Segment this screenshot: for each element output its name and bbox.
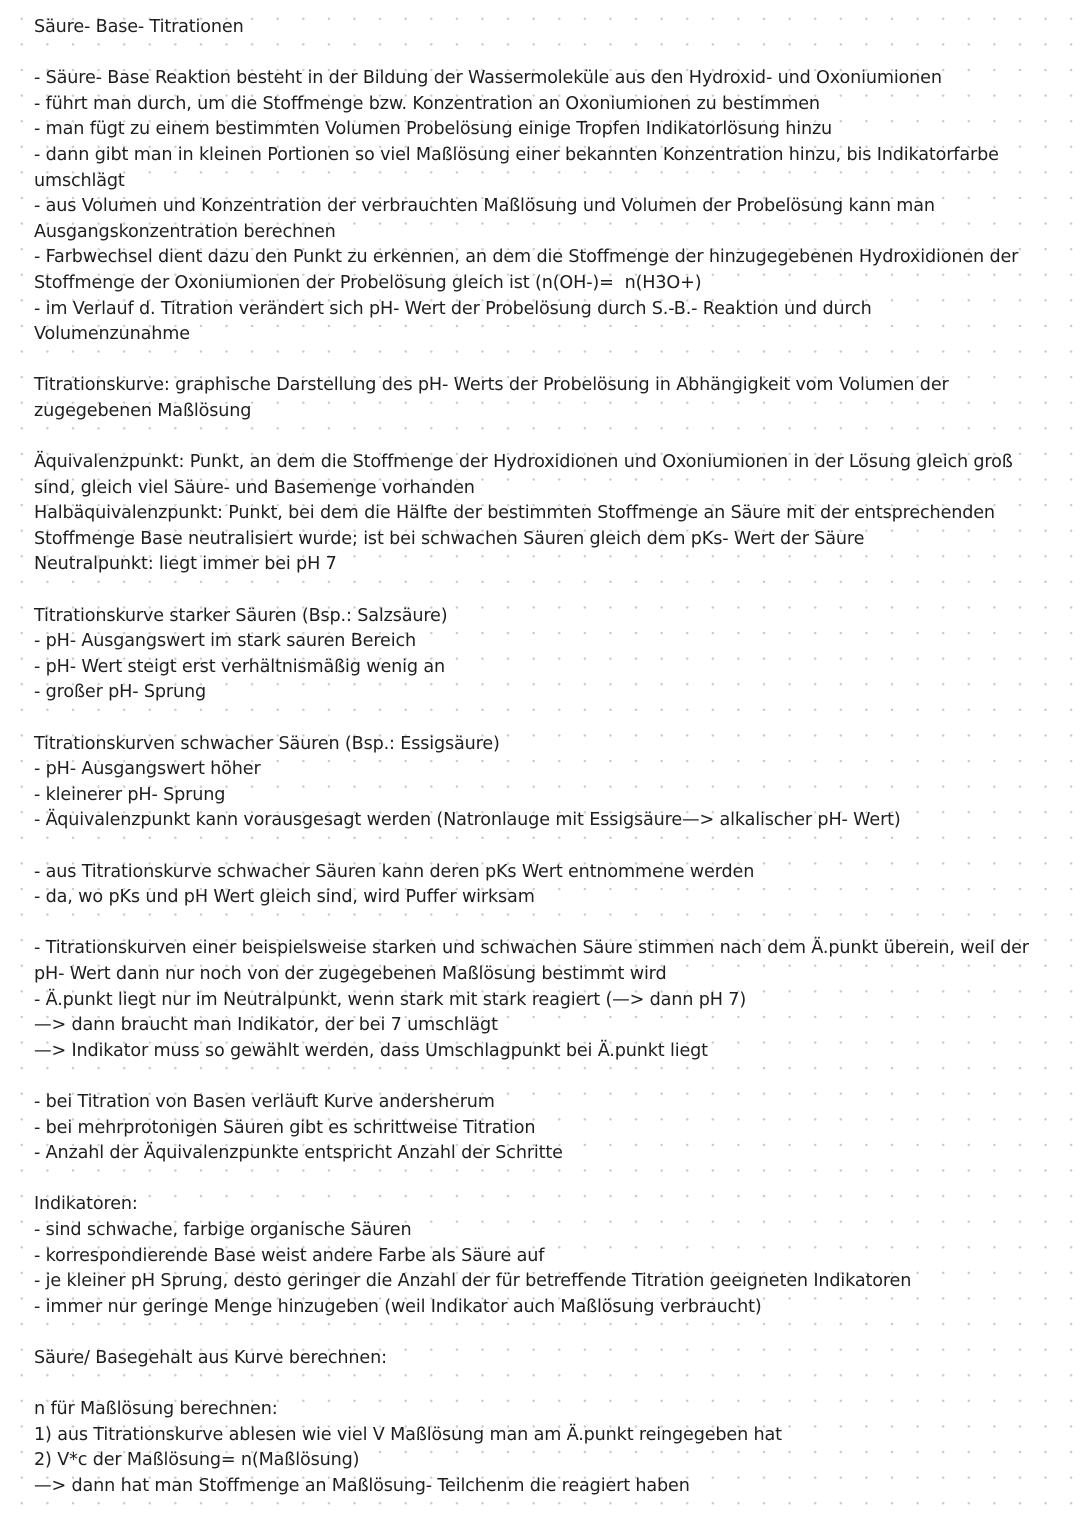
blank-line bbox=[34, 41, 1044, 67]
block-titrationskurve bbox=[34, 373, 1044, 424]
blank-line bbox=[34, 1371, 1044, 1397]
text-line: pH- Wert dann nur noch von der zugegebenen Maßlösung bestimmt wird bbox=[34, 963, 667, 984]
blank-line bbox=[34, 348, 1044, 374]
text-line: - bei Titration von Basen verläuft Kurve andersherum bbox=[34, 1091, 495, 1112]
page-title: Säure- Base- Titrationen bbox=[34, 17, 244, 37]
blank-line bbox=[34, 578, 1044, 604]
text-line: - Titrationskurven einer beispielsweise starken und schwachen Säure stimmen nach dem Ä.punkt überein, weil der bbox=[34, 938, 1029, 959]
blank-line bbox=[34, 911, 1044, 937]
text-line: Titrationskurve: graphische Darstellung des pH- Werts der Probelösung in Abhängigkeit vom Volumen der bbox=[34, 375, 949, 396]
blank-line bbox=[34, 1064, 1044, 1090]
text-line: sind, gleich viel Säure- und Basemenge vorhanden bbox=[34, 477, 475, 498]
blank-line bbox=[34, 425, 1044, 451]
blank-line bbox=[34, 834, 1044, 860]
text-line: - Säure- Base Reaktion besteht in der Bildung der Wassermoleküle aus den Hydroxid- und Oxoniumionen bbox=[34, 68, 942, 89]
text-line: - je kleiner pH Sprung, desto geringer die Anzahl der für betreffende Titration geeigneten Indikatoren bbox=[34, 1271, 912, 1292]
text-line: - pH- Wert steigt erst verhältnismäßig wenig an bbox=[34, 656, 445, 677]
text-line: - aus Titrationskurve schwacher Säuren kann deren pKs Wert entnommene werden bbox=[34, 861, 755, 882]
blank-line bbox=[34, 1320, 1044, 1346]
section-heading: Indikatoren: bbox=[34, 1194, 138, 1215]
text-line: Stoffmenge Base neutralisiert wurde; ist bei schwachen Säuren gleich dem pKs- Wert der Säure bbox=[34, 528, 865, 549]
text-line: - Äquivalenzpunkt kann vorausgesagt werden (Natronlauge mit Essigsäure—> alkalischer pH- Wert) bbox=[34, 810, 901, 831]
text-line: Halbäquivalenzpunkt: Punkt, bei dem die Hälfte der bestimmten Stoffmenge an Säure mit der entsprechenden bbox=[34, 503, 995, 524]
text-line: - kleinerer pH- Sprung bbox=[34, 784, 226, 805]
text-line: - großer pH- Sprung bbox=[34, 682, 206, 703]
text-line: - sind schwache, farbige organische Säuren bbox=[34, 1219, 412, 1240]
text-line: umschlägt bbox=[34, 170, 125, 191]
text-line: Ausgangskonzentration berechnen bbox=[34, 221, 336, 242]
blank-line bbox=[34, 706, 1044, 732]
text-line: - führt man durch, um die Stoffmenge bzw. Konzentration an Oxoniumionen zu bestimmen bbox=[34, 93, 820, 114]
text-line: Neutralpunkt: liegt immer bei pH 7 bbox=[34, 554, 337, 575]
block-vergleich bbox=[34, 936, 1044, 1064]
block-gehalt-heading bbox=[34, 1346, 1044, 1372]
block-starke-saeuren bbox=[34, 604, 1044, 706]
text-line: - Farbwechsel dient dazu den Punkt zu erkennen, an dem die Stoffmenge der hinzugegebenen Hydroxidionen der bbox=[34, 247, 1019, 268]
text-line: 2) V*c der Maßlösung= n(Maßlösung) bbox=[34, 1450, 360, 1471]
text-line: Titrationskurve starker Säuren (Bsp.: Salzsäure) bbox=[34, 605, 448, 626]
block-schwache-saeuren bbox=[34, 732, 1044, 834]
notes-page bbox=[34, 15, 1044, 1499]
block-intro bbox=[34, 66, 1044, 348]
text-line: - Ä.punkt liegt nur im Neutralpunkt, wenn stark mit stark reagiert (—> dann pH 7) bbox=[34, 989, 747, 1010]
block-punkte bbox=[34, 450, 1044, 578]
text-line: - bei mehrprotonigen Säuren gibt es schrittweise Titration bbox=[34, 1117, 536, 1138]
text-line: —> dann braucht man Indikator, der bei 7 umschlägt bbox=[34, 1015, 498, 1036]
block-indikatoren bbox=[34, 1192, 1044, 1320]
text-line: - immer nur geringe Menge hinzugeben (weil Indikator auch Maßlösung verbraucht) bbox=[34, 1296, 762, 1317]
text-line: Äquivalenzpunkt: Punkt, an dem die Stoffmenge der Hydroxidionen und Oxoniumionen in der Lösung gleich groß bbox=[34, 452, 1013, 473]
text-line: Stoffmenge der Oxoniumionen der Probelösung gleich ist (n(OH-)= n(H3O+) bbox=[34, 272, 702, 293]
text-line: - man fügt zu einem bestimmten Volumen Probelösung einige Tropfen Indikatorlösung hinzu bbox=[34, 119, 833, 140]
section-heading: Säure/ Basegehalt aus Kurve berechnen: bbox=[34, 1347, 387, 1368]
text-line: - im Verlauf d. Titration verändert sich pH- Wert der Probelösung durch S.-B.- Reaktion und durch bbox=[34, 298, 872, 319]
text-line: —> Indikator muss so gewählt werden, dass Umschlagpunkt bei Ä.punkt liegt bbox=[34, 1040, 708, 1061]
text-line: - pH- Ausgangswert im stark sauren Bereich bbox=[34, 631, 416, 652]
text-line: zugegebenen Maßlösung bbox=[34, 400, 252, 421]
text-line: - aus Volumen und Konzentration der verbrauchten Maßlösung und Volumen der Probelösung kann man bbox=[34, 196, 935, 217]
text-line: Titrationskurven schwacher Säuren (Bsp.: Essigsäure) bbox=[34, 733, 500, 754]
text-line: - da, wo pKs und pH Wert gleich sind, wird Puffer wirksam bbox=[34, 887, 535, 908]
text-line: - pH- Ausgangswert höher bbox=[34, 759, 261, 780]
block-n-berechnen bbox=[34, 1397, 1044, 1499]
text-line: 1) aus Titrationskurve ablesen wie viel V Maßlösung man am Ä.punkt reingegeben hat bbox=[34, 1424, 782, 1445]
text-line: - korrespondierende Base weist andere Farbe als Säure auf bbox=[34, 1245, 545, 1266]
blank-line bbox=[34, 1167, 1044, 1193]
text-line: Volumenzunahme bbox=[34, 324, 190, 345]
block-basen bbox=[34, 1090, 1044, 1167]
block-pks bbox=[34, 860, 1044, 911]
text-line: —> dann hat man Stoffmenge an Maßlösung- Teilchenm die reagiert haben bbox=[34, 1475, 690, 1496]
section-heading: n für Maßlösung berechnen: bbox=[34, 1399, 278, 1420]
text-line: - Anzahl der Äquivalenzpunkte entspricht Anzahl der Schritte bbox=[34, 1143, 563, 1164]
text-line: - dann gibt man in kleinen Portionen so viel Maßlösung einer bekannten Konzentration hinzu, bis Indikatorfarbe bbox=[34, 144, 999, 165]
